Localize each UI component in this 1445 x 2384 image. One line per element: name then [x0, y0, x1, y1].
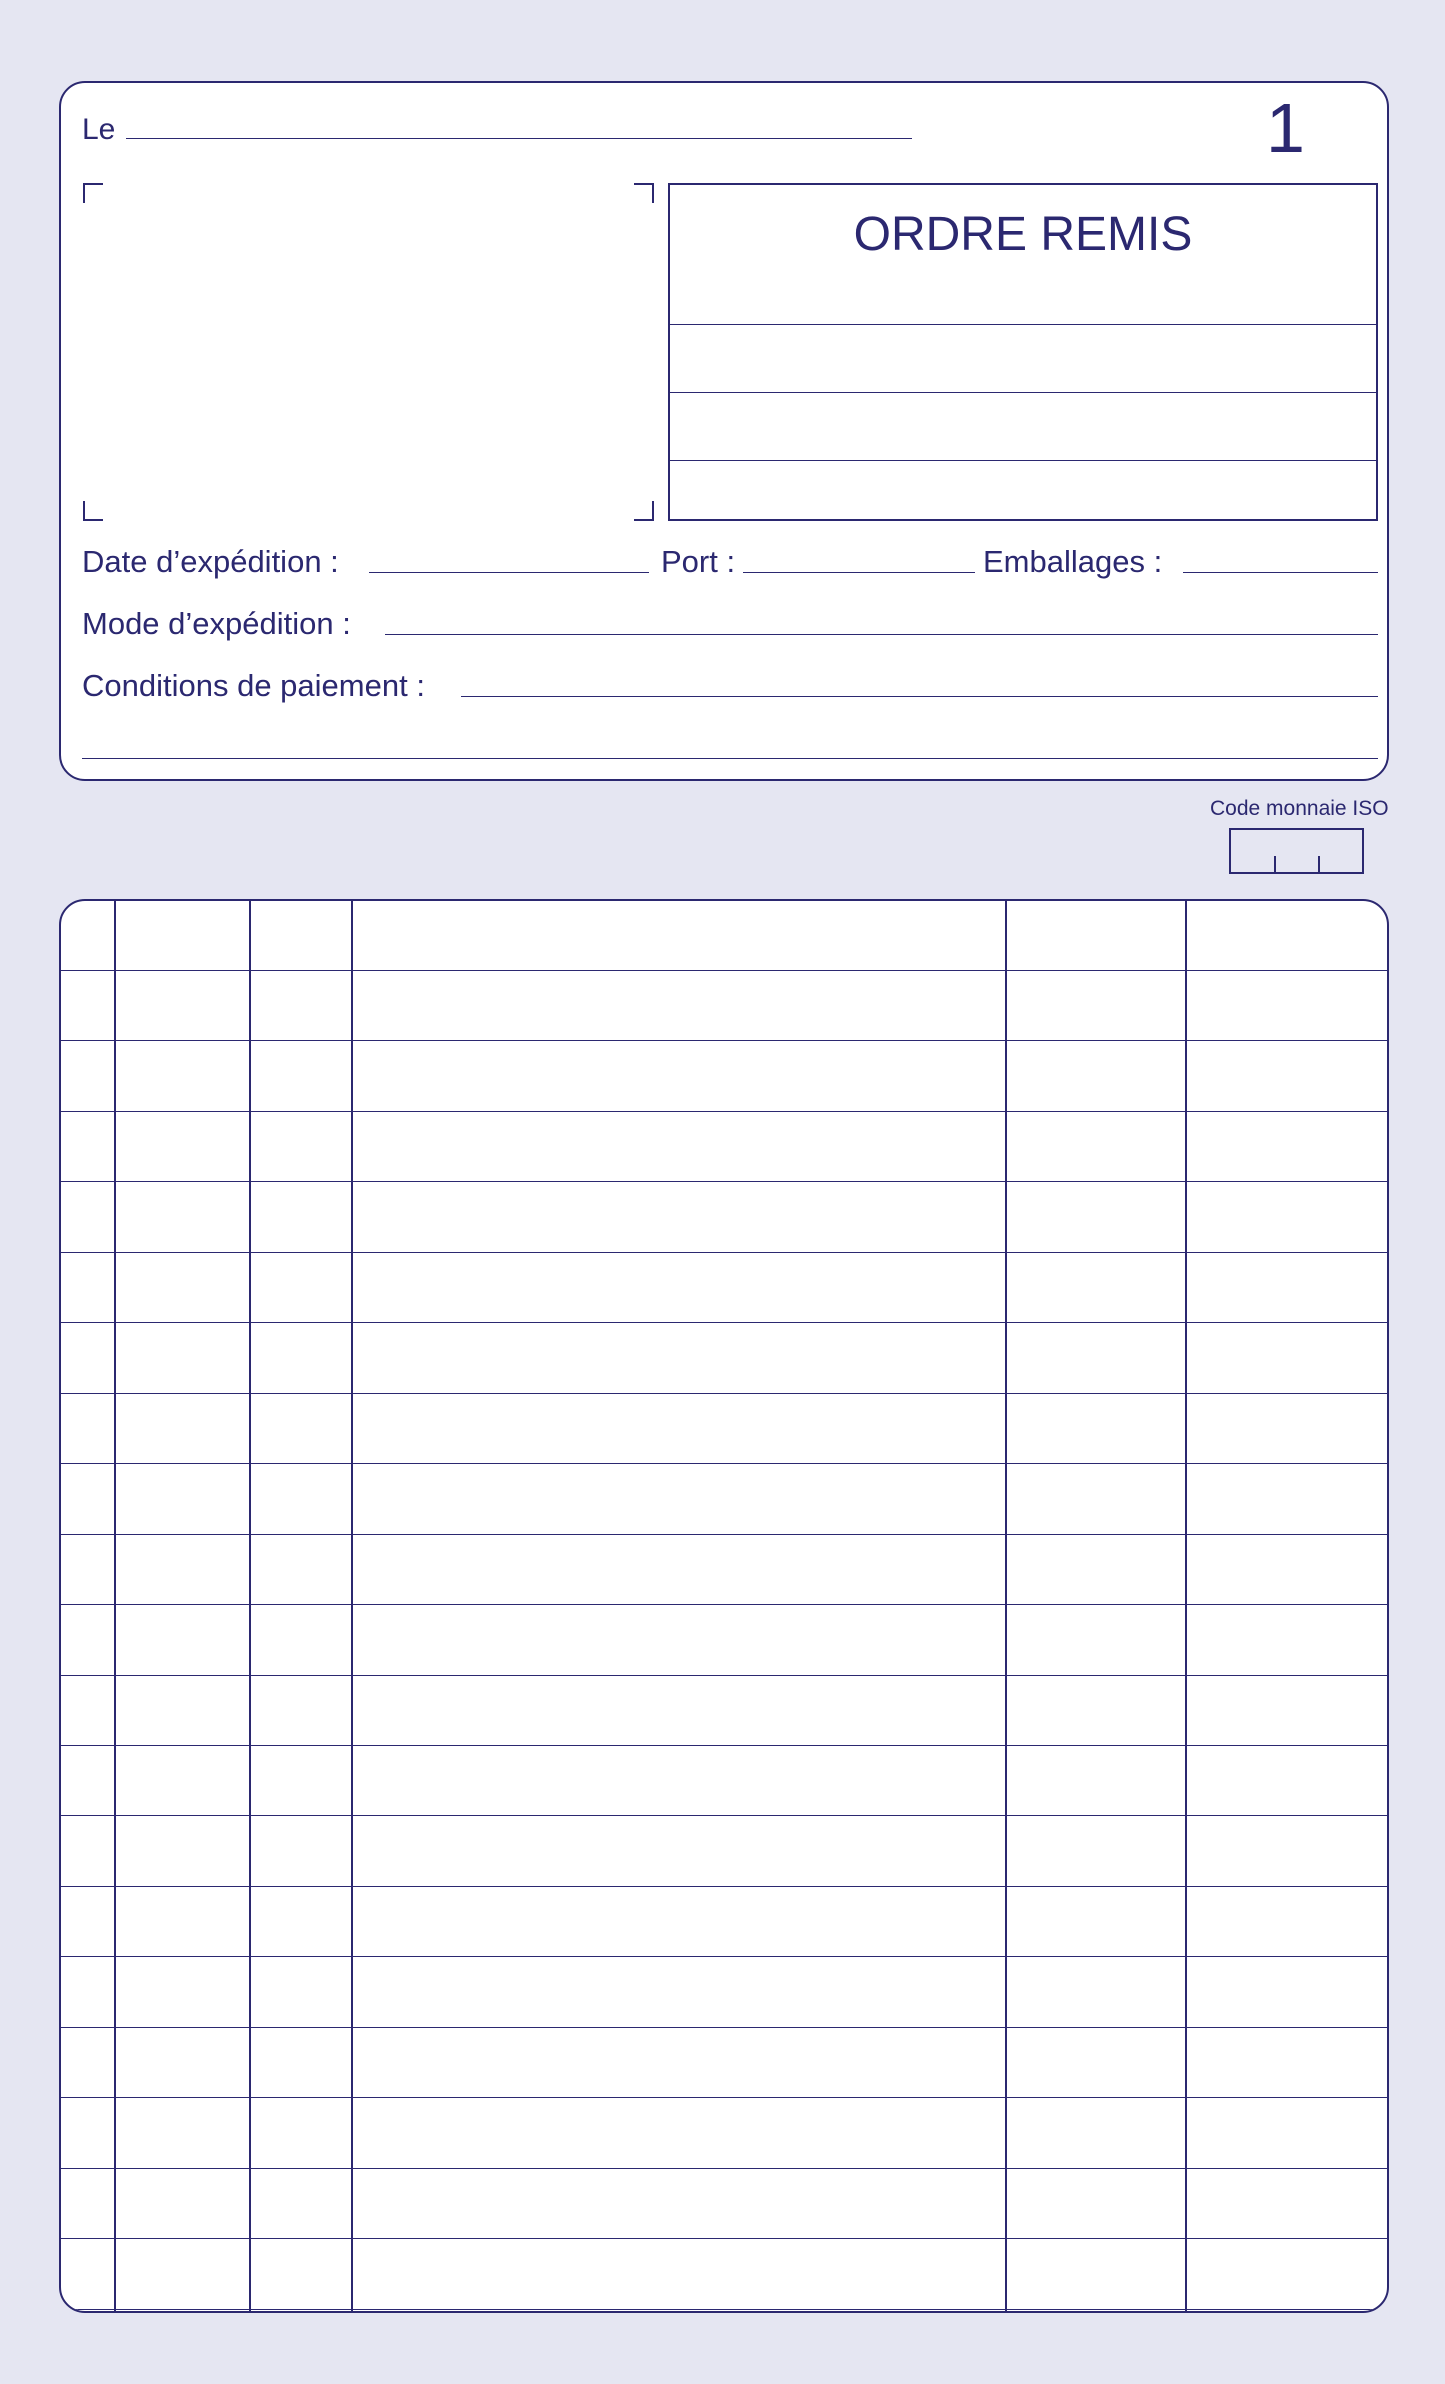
order-title: ORDRE REMIS [853, 208, 1193, 261]
conditions-extra-line[interactable] [82, 758, 1378, 759]
table-row-line[interactable] [61, 2168, 1387, 2169]
table-row-line[interactable] [61, 2097, 1387, 2098]
table-row-line[interactable] [61, 1393, 1387, 1394]
table-row-line[interactable] [61, 1252, 1387, 1253]
mode-expedition-label: Mode d’expédition : [82, 606, 351, 641]
address-corner-top-left [83, 183, 103, 203]
table-column-divider-4 [1005, 901, 1007, 2311]
table-row-line[interactable] [61, 1886, 1387, 1887]
table-row-line[interactable] [61, 1040, 1387, 1041]
table-row-line[interactable] [61, 2027, 1387, 2028]
table-row-line[interactable] [61, 1322, 1387, 1323]
date-expedition-field[interactable] [369, 572, 649, 573]
order-line-3[interactable] [670, 460, 1376, 461]
address-corner-top-right [634, 183, 654, 203]
table-row-line[interactable] [61, 1675, 1387, 1676]
order-line-2[interactable] [670, 392, 1376, 393]
conditions-field[interactable] [461, 696, 1378, 697]
currency-divider-1 [1274, 856, 1276, 872]
port-label: Port : [661, 544, 736, 579]
sheet-number: 1 [1266, 89, 1305, 167]
date-field[interactable] [126, 138, 912, 139]
currency-divider-2 [1318, 856, 1320, 872]
header-panel [59, 81, 1389, 781]
table-row-line[interactable] [61, 2309, 1387, 2310]
items-table [59, 899, 1389, 2313]
port-field[interactable] [743, 572, 975, 573]
conditions-label: Conditions de paiement : [82, 668, 425, 703]
table-row-line[interactable] [61, 1956, 1387, 1957]
table-row-line[interactable] [61, 1181, 1387, 1182]
date-label: Le [82, 113, 116, 146]
table-column-divider-3 [351, 901, 353, 2311]
table-row-line[interactable] [61, 2238, 1387, 2239]
table-row-line[interactable] [61, 1745, 1387, 1746]
order-box [668, 183, 1378, 521]
date-expedition-label: Date d’expédition : [82, 544, 339, 579]
emballages-field[interactable] [1183, 572, 1378, 573]
table-grid [61, 901, 1387, 2311]
currency-code-label: Code monnaie ISO [1210, 797, 1389, 820]
table-column-divider-1 [114, 901, 116, 2311]
table-row-line[interactable] [61, 1463, 1387, 1464]
table-row-line[interactable] [61, 1815, 1387, 1816]
address-corner-bottom-left [83, 501, 103, 521]
table-row-line[interactable] [61, 1534, 1387, 1535]
table-column-divider-5 [1185, 901, 1187, 2311]
emballages-label: Emballages : [983, 544, 1163, 579]
table-row-line[interactable] [61, 1111, 1387, 1112]
mode-expedition-field[interactable] [385, 634, 1378, 635]
currency-code-field[interactable] [1229, 828, 1364, 874]
order-line-1[interactable] [670, 324, 1376, 325]
table-row-line[interactable] [61, 1604, 1387, 1605]
table-column-divider-2 [249, 901, 251, 2311]
table-row-line[interactable] [61, 970, 1387, 971]
address-corner-bottom-right [634, 501, 654, 521]
